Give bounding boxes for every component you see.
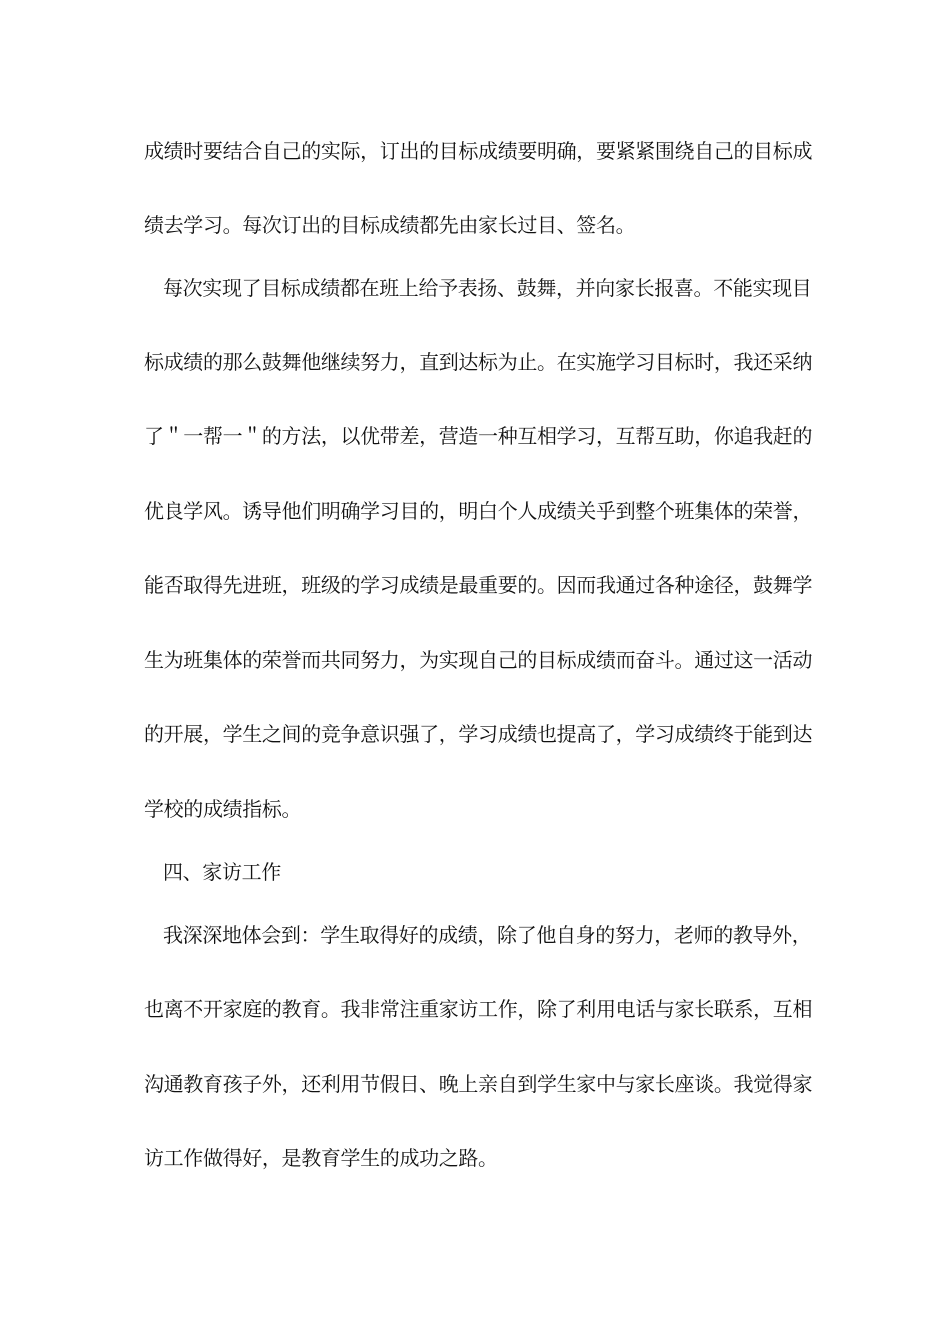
paragraph-line: 访工作做得好，是教育学生的成功之路。	[144, 1146, 498, 1170]
paragraph-line: 也离不开家庭的教育。我非常注重家访工作，除了利用电话与家长联系，互相	[144, 997, 813, 1021]
paragraph-line: 生为班集体的荣誉而共同努力，为实现自己的目标成绩而奋斗。通过这一活动	[144, 648, 813, 672]
paragraph-line: 学校的成绩指标。	[144, 797, 302, 821]
paragraph-line: 标成绩的那么鼓舞他继续努力，直到达标为止。在实施学习目标时，我还采纳	[144, 350, 813, 374]
paragraph-line: 绩去学习。每次订出的目标成绩都先由家长过目、签名。	[144, 213, 636, 237]
paragraph-line: 成绩时要结合自己的实际，订出的目标成绩要明确，要紧紧围绕自己的目标成	[144, 139, 813, 163]
paragraph-line: 沟通教育孩子外，还利用节假日、晚上亲自到学生家中与家长座谈。我觉得家	[144, 1072, 813, 1096]
paragraph-line: 优良学风。诱导他们明确学习目的，明白个人成绩关乎到整个班集体的荣誉，	[144, 499, 813, 523]
paragraph-line: 我深深地体会到：学生取得好的成绩，除了他自身的努力，老师的教导外，	[163, 923, 812, 947]
section-heading: 四、家访工作	[163, 860, 281, 884]
paragraph-line: 的开展，学生之间的竞争意识强了，学习成绩也提高了，学习成绩终于能到达	[144, 722, 813, 746]
paragraph-line: 能否取得先进班，班级的学习成绩是最重要的。因而我通过各种途径，鼓舞学	[144, 573, 813, 597]
paragraph-line: 了＂一帮一＂的方法，以优带差，营造一种互相学习，互帮互助，你追我赶的	[144, 424, 813, 448]
paragraph-line: 每次实现了目标成绩都在班上给予表扬、鼓舞，并向家长报喜。不能实现目	[163, 276, 812, 300]
